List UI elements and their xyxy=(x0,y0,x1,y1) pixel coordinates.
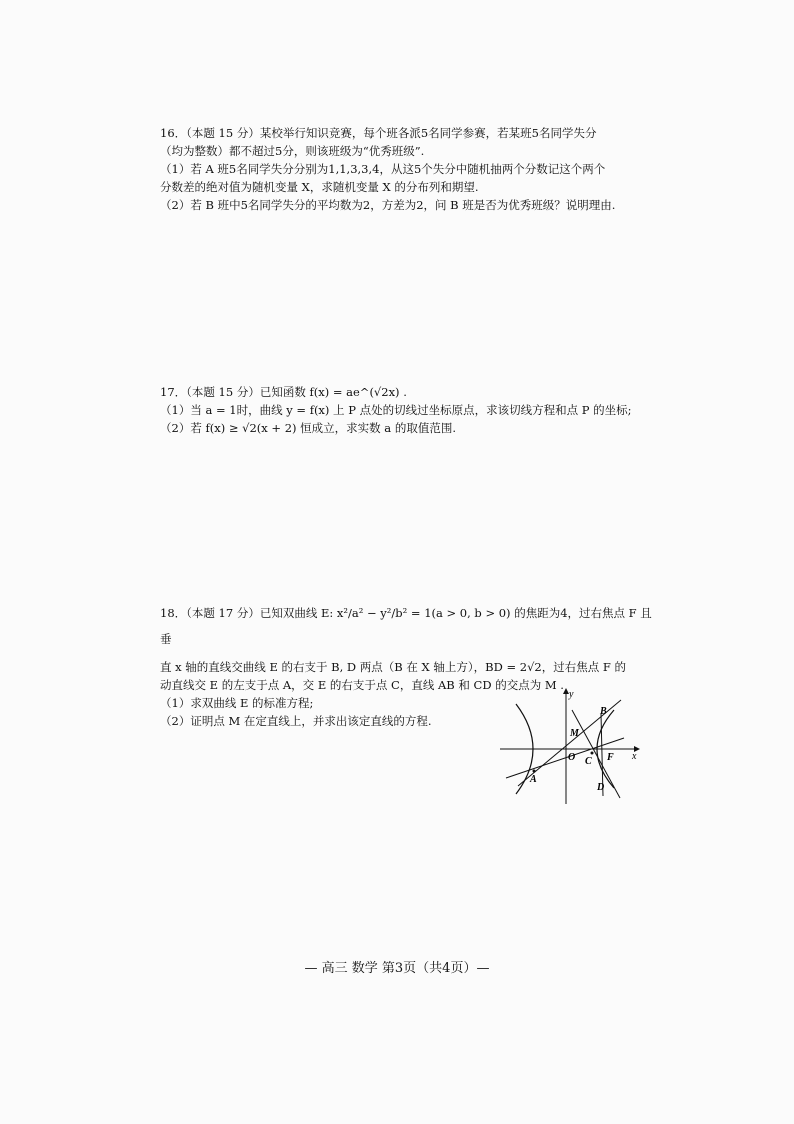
problem-18-stem-line1: 18．（本题 17 分）已知双曲线 E: x²/a² − y²/b² = 1(a > 0, b > 0) 的焦距为4，过右焦点 F 且垂 xyxy=(160,606,652,646)
label-a: A xyxy=(530,774,537,785)
problem-16 xyxy=(160,124,660,214)
problem-16-stem-line2: （均为整数）都不超过5分，则该班级为“优秀班级”. xyxy=(160,144,425,158)
point-a xyxy=(533,770,536,773)
problem-18-stem-line3: 动直线交 E 的左支于点 A，交 E 的右支于点 C，直线 AB 和 CD 的交点为 M . xyxy=(160,678,564,692)
label-f: F xyxy=(607,752,614,763)
problem-17-stem: 17．（本题 15 分）已知函数 f(x) = ae^(√2x) . xyxy=(160,385,407,399)
problem-18-stem-line2: 直 x 轴的直线交曲线 E 的右支于 B, D 两点（B 在 X 轴上方），BD = 2√2，过右焦点 F 的 xyxy=(160,660,627,674)
problem-18-part1: （1）求双曲线 E 的标准方程; xyxy=(160,696,314,710)
label-m: M xyxy=(570,728,579,739)
problem-17 xyxy=(160,383,660,437)
problem-16-part1-line2: 分数差的绝对值为随机变量 X，求随机变量 X 的分布列和期望. xyxy=(160,180,479,194)
point-c xyxy=(591,752,594,755)
label-x: x xyxy=(632,751,637,762)
label-o: O xyxy=(568,752,576,763)
problem-17-part2: （2）若 f(x) ≥ √2(x + 2) 恒成立，求实数 a 的取值范围. xyxy=(160,421,456,435)
label-d: D xyxy=(597,782,605,793)
problem-18-part2: （2）证明点 M 在定直线上，并求出该定直线的方程. xyxy=(160,714,432,728)
problem-17-part1: （1）当 a = 1时，曲线 y = f(x) 上 P 点处的切线过坐标原点，求该切线方程和点 P 的坐标; xyxy=(160,403,632,417)
problem-16-stem-line1: 16．（本题 15 分）某校举行知识竞赛，每个班各派5名同学参赛，若某班5名同学失分 xyxy=(160,126,597,140)
label-c: C xyxy=(585,756,592,767)
label-y: y xyxy=(569,689,574,700)
hyperbola-figure xyxy=(496,686,642,806)
problem-16-part2: （2）若 B 班中5名同学失分的平均数为2，方差为2，问 B 班是否为优秀班级？说明理由. xyxy=(160,198,616,212)
hyperbola-diagram xyxy=(496,686,642,806)
label-b: B xyxy=(600,706,607,717)
page-footer: — 高三 数学 第3页（共4页）— xyxy=(304,961,490,976)
problem-16-part1-line1: （1）若 A 班5名同学失分分别为1,1,3,3,4，从这5个失分中随机抽两个分数记这个两个 xyxy=(160,162,606,176)
